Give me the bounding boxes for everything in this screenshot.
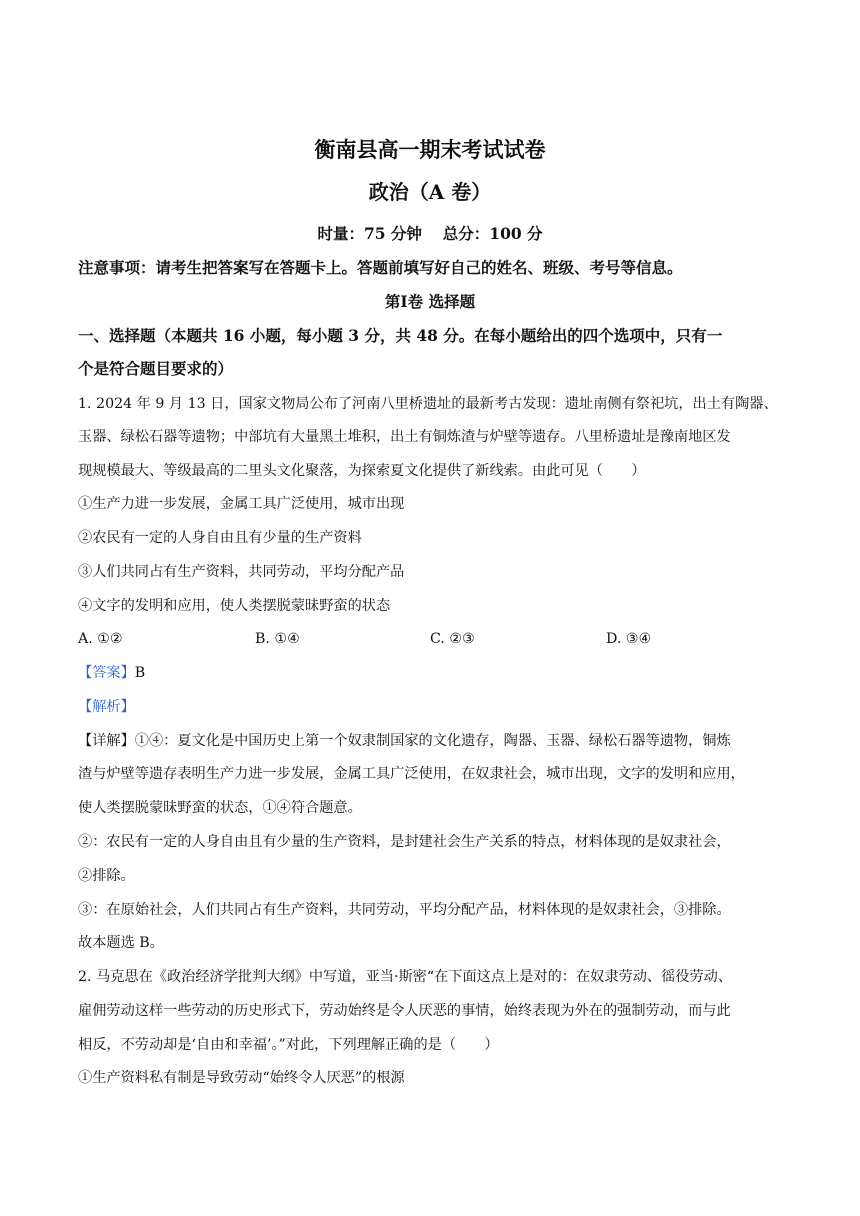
q1-item-1: ①生产力进一步发展，金属工具广泛使用，城市出现 [78,496,405,512]
q1-detail-line-2: 渣与炉壁等遗存表明生产力进一步发展，金属工具广泛使用，在奴隶社会，城市出现，文字的发明和应用， [78,766,745,782]
answer-tag: 【答案】 [78,665,135,681]
notice-line: 注意事项：请考生把答案写在答题卡上。答题前填写好自己的姓名、班级、考号等信息。 [78,258,683,277]
q1-item-2: ②农民有一定的人身自由且有少量的生产资料 [78,530,362,546]
section-intro-line-1: 一、选择题（本题共 16 小题，每小题 3 分，共 48 分。在每小题给出的四个选项中，只有一 [78,326,723,345]
q1-detail-line-7: 故本题选 B。 [78,935,164,951]
q1-stem-line-3: 现规模最大、等级最高的二里头文化聚落，为探索夏文化提供了新线索。由此可见（ ） [78,463,646,479]
q2-item-1: ①生产资料私有制是导致劳动“始终令人厌恶”的根源 [78,1070,405,1086]
q1-stem-line-2: 玉器、绿松石器等遗物；中部坑有大量黑土堆积，出土有铜炼渣与炉壁等遗存。八里桥遗址是豫南地区发 [78,429,731,445]
q1-option-c: C. ②③ [430,631,475,647]
q1-option-b: B. ①④ [255,631,300,647]
q1-analysis-line [78,697,784,717]
section-title: 第Ⅰ卷 选择题 [384,292,476,311]
q1-detail-line-6: ③：在原始社会，人们共同占有生产资料，共同劳动，平均分配产品，材料体现的是奴隶社会，③排除。 [78,902,731,918]
q1-detail-line-3: 使人类摆脱蒙昧野蛮的状态，①④符合题意。 [78,800,362,816]
q2-stem-line-2: 雇佣劳动这样一些劳动的历史形式下，劳动始终是令人厌恶的事情，始终表现为外在的强制劳动，而与此 [78,1003,731,1019]
q1-option-d: D. ③④ [606,631,652,647]
q1-answer-line [78,663,784,683]
q2-stem-line-1: 2. 马克思在《政治经济学批判大纲》中写道，亚当·斯密“在下面这点上是对的：在奴隶劳动、徭役劳动、 [78,969,733,985]
q1-detail-line-5: ②排除。 [78,868,135,884]
q1-option-a: A. ①② [78,631,123,647]
q1-item-3: ③人们共同占有生产资料，共同劳动，平均分配产品 [78,564,405,580]
time-score-line: 时量：75 分钟 总分：100 分 [317,224,543,243]
q2-stem-line-3: 相反，不劳动却是‘自由和幸福’。”对此，下列理解正确的是（ ） [78,1037,499,1053]
q1-stem-line-1: 1. 2024 年 9 月 13 日，国家文物局公布了河南八里桥遗址的最新考古发现：遗址南侧有祭祀坑，出土有陶器、 [78,396,778,412]
q1-detail-line-1: 【详解】①④：夏文化是中国历史上第一个奴隶制国家的文化遗存，陶器、玉器、绿松石器等遗物，铜炼 [78,733,731,749]
q1-item-4: ④文字的发明和应用，使人类摆脱蒙昧野蛮的状态 [78,598,391,614]
answer-value: B [134,665,146,681]
exam-title: 衡南县高一期末考试试卷 [314,137,546,162]
section-intro-line-2: 个是符合题目要求的） [78,359,234,378]
q1-detail-line-4: ②：农民有一定的人身自由且有少量的生产资料，是封建社会生产关系的特点，材料体现的是奴隶社会， [78,834,731,850]
subject-title: 政治（A 卷） [368,180,492,204]
analysis-tag: 【解析】 [78,699,135,715]
